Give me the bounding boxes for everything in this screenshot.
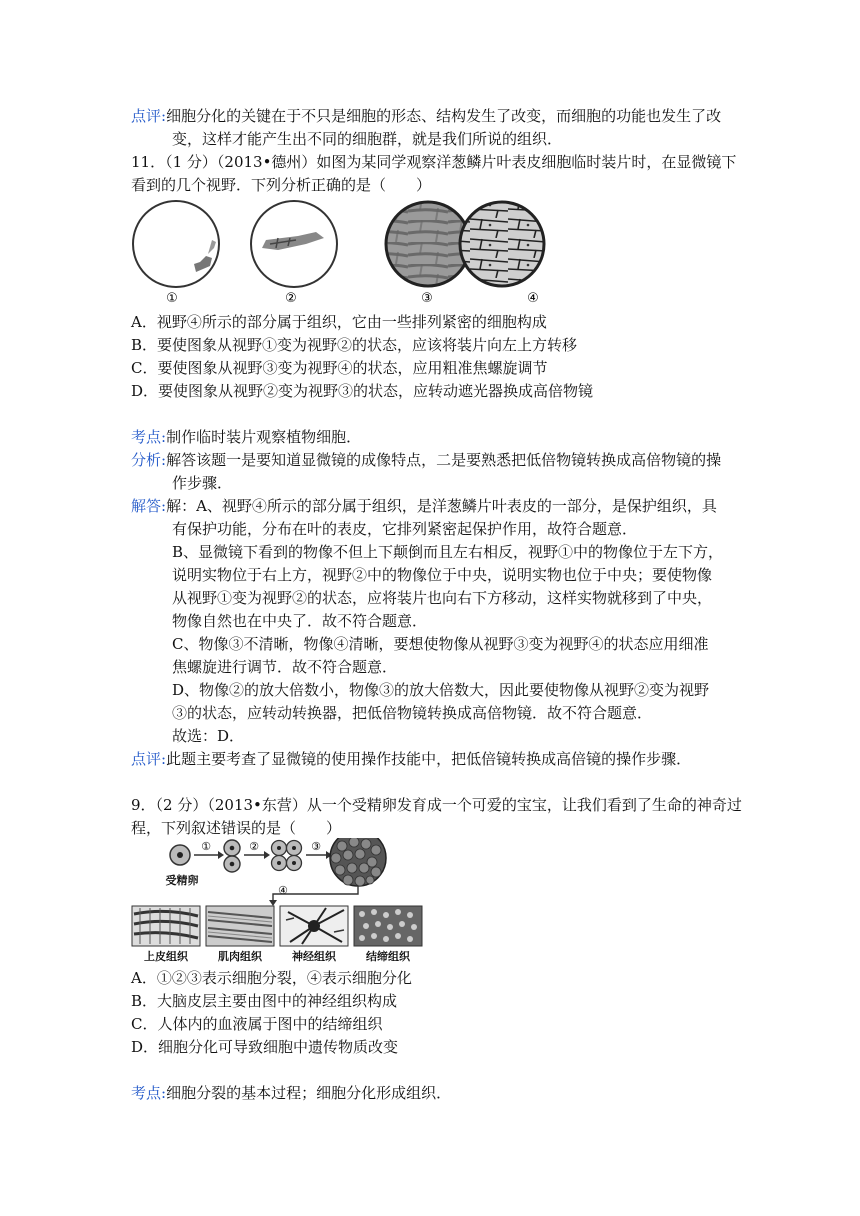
view-4-label: ④ [527,291,539,306]
connective-label: 结缔组织 [366,950,410,963]
q9-stem-cont: 程，下列叙述错误的是（ ） [131,819,342,837]
jieda-line: 说明实物位于右上方，视野②中的物像位于中央，说明实物也位于中央；要使物像 [172,566,713,584]
epithelial-tissue-image [132,906,200,946]
fenxi-text: 解答该题一是要知道显微镜的成像特点，二是要熟悉把低倍物镜转换成高倍物镜的操 [166,451,722,469]
fertilized-egg-label: 受精卵 [165,874,199,887]
view-1-label: ① [166,291,178,306]
view-2 [251,201,337,287]
q9-kaodian-tag: 考点: [131,1084,167,1102]
two-cells [224,840,240,872]
step-4-label: ④ [278,884,288,897]
dianping-tag: 点评: [131,750,167,768]
step-2-label: ② [249,840,259,853]
nervous-label: 神经组织 [292,950,336,963]
fenxi-tag: 分析: [131,451,167,469]
jieda-line: ③的状态，应转动转换器，把低倍物镜转换成高倍物镜．故不符合题意． [172,704,653,722]
jieda-line: D、物像②的放大倍数小，物像③的放大倍数大，因此要使物像从视野②变为视野 [172,681,710,699]
comment-text: 细胞分化的关键在于不只是细胞的形态、结构发生了改变，而细胞的功能也发生了改 [166,107,722,125]
jieda-line: C、物像③不清晰，物像④清晰，要想使物像从视野③变为视野④的状态应用细准 [172,635,709,653]
q9-stem: 9．（2 分）（2013•东营）从一个受精卵发育成一个可爱的宝宝，让我们看到了生命的神奇过 [131,796,742,814]
q11-option-c: C．要使图象从视野③变为视野④的状态，应用粗准焦螺旋调节 [131,359,548,377]
view-3-label: ③ [421,291,433,306]
view-4 [452,198,552,294]
jieda-tag: 解答: [131,497,167,515]
arrow-step-2 [244,840,270,859]
connective-tissue-image [354,906,422,946]
q11-option-d: D．要使图象从视野②变为视野③的状态，应转动遮光器换成高倍物镜 [131,382,594,400]
cell-development-figure [130,838,430,968]
q9-option-a: A．①②③表示细胞分裂，④表示细胞分化 [131,969,412,987]
jieda-line: B、显微镜下看到的物像不但上下颠倒而且左右相反，视野①中的物像位于左下方， [172,543,724,561]
kaodian-tag: 考点: [131,428,167,446]
step-3-label: ③ [311,840,321,853]
comment-text-cont: 变，这样才能产生出不同的细胞群，就是我们所说的组织． [172,130,563,148]
q9-option-c: C．人体内的血液属于图中的结缔组织 [131,1015,383,1033]
jieda-line: 焦螺旋进行调节．故不符合题意． [172,658,398,676]
four-cells [272,841,302,871]
jieda-line: 解：A、视野④所示的部分属于组织，是洋葱鳞片叶表皮的一部分，是保护组织，具 [166,497,717,515]
view-1 [133,201,219,287]
cell-mass [330,838,386,886]
fertilized-egg [170,845,190,865]
fenxi-text-cont: 作步骤． [172,474,233,492]
q11-stem-cont: 看到的几个视野．下列分析正确的是（ ） [131,176,432,194]
comment-tag: 点评: [131,107,167,125]
q9-option-b: B．大脑皮层主要由图中的神经组织构成 [131,992,398,1010]
kaodian-text: 制作临时装片观察植物细胞． [166,428,362,446]
arrow-step-1 [194,840,224,859]
view-2-label: ② [285,291,297,306]
q11-option-a: A．视野④所示的部分属于组织，它由一些排列紧密的细胞构成 [131,313,547,331]
jieda-line: 故选：D． [172,727,245,745]
jieda-line: 物像自然也在中央了．故不符合题意． [172,612,428,630]
arrow-step-4 [269,884,358,906]
arrow-step-3 [306,840,332,859]
microscope-views-figure [128,198,558,308]
jieda-line: 有保护功能，分布在叶的表皮，它排列紧密起保护作用，故符合题意． [172,520,638,538]
q11-option-b: B．要使图象从视野①变为视野②的状态，应该将装片向左上方转移 [131,336,578,354]
jieda-line: 从视野①变为视野②的状态，应将装片也向右下方移动，这样实物就移到了中央， [172,589,713,607]
q9-option-d: D．细胞分化可导致细胞中遗传物质改变 [131,1038,399,1056]
q11-stem: 11．（1 分）（2013•德州）如图为某同学观察洋葱鳞片叶表皮细胞临时装片时，在显微镜下 [131,153,737,171]
step-1-label: ① [201,840,211,853]
dianping-text: 此题主要考查了显微镜的使用操作技能中，把低倍镜转换成高倍镜的操作步骤． [166,750,692,768]
epithelial-label: 上皮组织 [144,950,188,963]
q9-kaodian-text: 细胞分裂的基本过程；细胞分化形成组织． [166,1084,452,1102]
muscle-label: 肌肉组织 [218,950,262,963]
muscle-tissue-image [206,906,274,946]
nervous-tissue-image [280,906,348,946]
